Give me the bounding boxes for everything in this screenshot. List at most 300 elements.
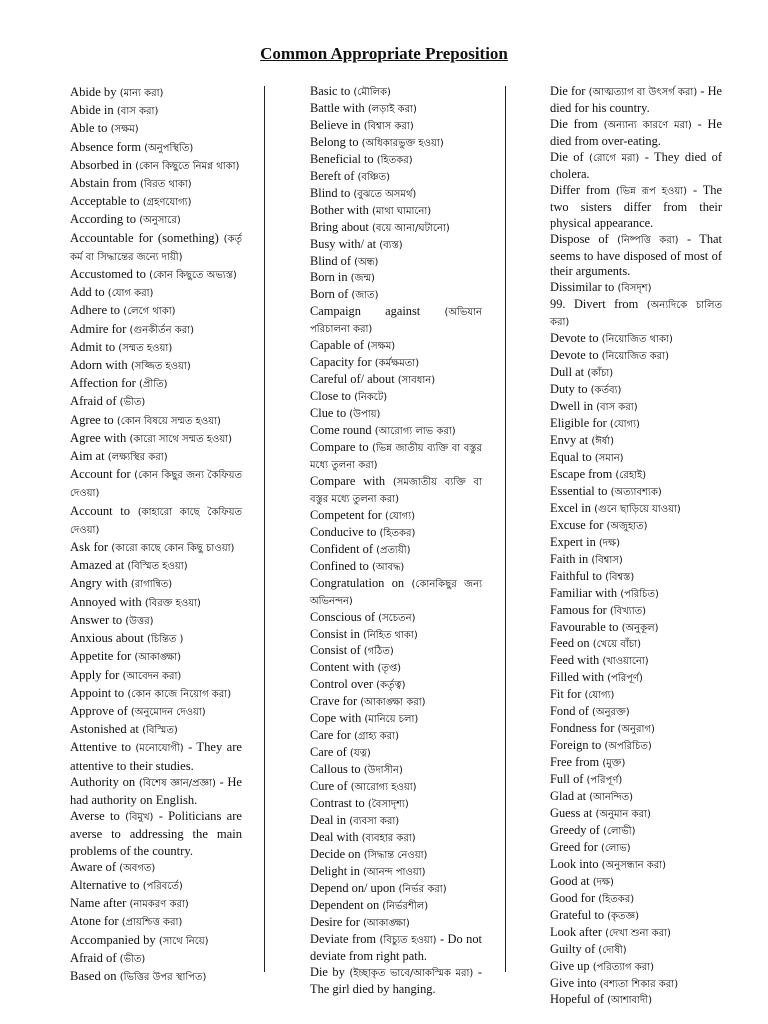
bangla-meaning: (অনুসন্ধান করা) bbox=[601, 859, 667, 871]
bangla-meaning: (অন্যান্য কারণে মরা) bbox=[603, 119, 692, 131]
bangla-meaning: (খাওয়ানো) bbox=[602, 656, 649, 668]
preposition-phrase: Ask for bbox=[70, 540, 109, 555]
bangla-meaning: (ব্যস্ত) bbox=[379, 239, 403, 251]
preposition-entry bbox=[310, 287, 482, 304]
bangla-meaning: (বিচ্যুত হওয়া) bbox=[379, 934, 437, 946]
preposition-entry bbox=[310, 965, 482, 998]
preposition-entry bbox=[550, 518, 722, 535]
bangla-meaning: (অন্ধ) bbox=[354, 256, 379, 268]
bangla-meaning: (খেয়ে বাঁচা) bbox=[592, 639, 641, 651]
preposition-phrase: Control over bbox=[310, 677, 373, 692]
preposition-entry bbox=[310, 711, 482, 728]
preposition-phrase: Feed on bbox=[550, 636, 590, 651]
preposition-entry bbox=[70, 950, 242, 968]
preposition-phrase: Absence form bbox=[70, 139, 141, 154]
preposition-phrase: Answer to bbox=[70, 612, 123, 627]
preposition-entry bbox=[550, 586, 722, 603]
preposition-phrase: Competent for bbox=[310, 507, 382, 522]
bangla-meaning: (বিরত থাকা) bbox=[139, 179, 192, 191]
bangla-meaning: (আকাঙ্ক্ষা) bbox=[134, 652, 182, 664]
bangla-meaning: (পরিত্যাগ করা) bbox=[592, 961, 655, 973]
preposition-phrase: Anxious about bbox=[70, 631, 144, 646]
preposition-phrase: Based on bbox=[70, 968, 117, 983]
preposition-phrase: According to bbox=[70, 212, 137, 227]
preposition-entry bbox=[70, 859, 242, 877]
preposition-entry bbox=[310, 169, 482, 186]
bangla-meaning: (কর্তৃ কর্ম বা সিদ্ধান্তের জন্যে দায়ী) bbox=[70, 233, 243, 263]
preposition-entry bbox=[310, 898, 482, 915]
preposition-phrase: Care of bbox=[310, 745, 347, 760]
bangla-meaning: (লক্ষ্যস্থির করা) bbox=[107, 452, 168, 464]
preposition-entry bbox=[550, 992, 722, 1009]
preposition-entry bbox=[550, 755, 722, 772]
bangla-meaning: (আরোগ্য হওয়া) bbox=[350, 782, 417, 794]
preposition-entry bbox=[310, 254, 482, 271]
preposition-entry bbox=[550, 721, 722, 738]
preposition-entry bbox=[550, 467, 722, 484]
example-sentence: - The girl died by hanging. bbox=[310, 964, 482, 996]
preposition-entry bbox=[310, 304, 482, 338]
bangla-meaning: (আশাবাদী) bbox=[607, 995, 653, 1007]
example-sentence: - He had authority on English. bbox=[70, 774, 243, 807]
preposition-phrase: Astonished at bbox=[70, 722, 139, 737]
preposition-entry bbox=[310, 101, 482, 118]
preposition-entry bbox=[70, 175, 242, 193]
bangla-meaning: (সিদ্ধান্ত নেওয়া) bbox=[363, 849, 428, 861]
preposition-phrase: Aim at bbox=[70, 449, 105, 464]
preposition-phrase: Account for bbox=[70, 467, 131, 482]
preposition-phrase: Campaign against bbox=[310, 304, 421, 319]
bangla-meaning: (সমজাতীয় ব্যক্তি বা বস্তুর মধ্যে তুলনা করা) bbox=[310, 476, 482, 505]
bangla-meaning: (বিমুখ) bbox=[125, 812, 154, 824]
preposition-entry bbox=[310, 84, 482, 101]
preposition-phrase: Basic to bbox=[310, 84, 351, 98]
preposition-phrase: Absorbed in bbox=[70, 157, 132, 172]
bangla-meaning: (গুনকীর্তন করা) bbox=[129, 324, 195, 336]
preposition-phrase: Desire for bbox=[310, 914, 360, 929]
preposition-phrase: Battle with bbox=[310, 100, 365, 115]
preposition-entry bbox=[70, 539, 242, 557]
bangla-meaning: (জাত) bbox=[351, 290, 379, 302]
preposition-entry bbox=[70, 503, 242, 539]
preposition-phrase: Annoyed with bbox=[70, 594, 142, 609]
bangla-meaning: (আবেদন করা) bbox=[122, 670, 182, 682]
preposition-entry bbox=[550, 382, 722, 399]
preposition-phrase: Averse to bbox=[70, 809, 120, 824]
bangla-meaning: (নির্ভর করা) bbox=[398, 883, 447, 895]
preposition-entry bbox=[70, 594, 242, 612]
preposition-phrase: 99. Divert from bbox=[550, 297, 639, 312]
preposition-entry bbox=[310, 270, 482, 287]
bangla-meaning: (নিষ্পত্তি করা) bbox=[617, 234, 679, 246]
preposition-phrase: Conducive to bbox=[310, 524, 377, 539]
page-title: Common Appropriate Preposition bbox=[260, 44, 508, 63]
preposition-phrase: Accustomed to bbox=[70, 267, 146, 282]
preposition-phrase: Expert in bbox=[550, 534, 596, 549]
bangla-meaning: (অবগত) bbox=[119, 862, 156, 874]
preposition-entry bbox=[550, 280, 722, 297]
bangla-meaning: (বিরক্ত হওয়া) bbox=[144, 597, 201, 609]
preposition-phrase: Dwell in bbox=[550, 399, 594, 414]
preposition-entry bbox=[310, 847, 482, 864]
preposition-phrase: Belong to bbox=[310, 134, 359, 149]
bangla-meaning: (আনন্দ পাওয়া) bbox=[363, 866, 426, 878]
preposition-entry bbox=[70, 932, 242, 950]
preposition-phrase: Devote to bbox=[550, 331, 599, 346]
bangla-meaning: (হিতকর) bbox=[379, 527, 416, 539]
bangla-meaning: (কারো কাছে কোন কিছু চাওয়া) bbox=[111, 543, 235, 555]
bangla-meaning: (বশ্যতা শিকার করা) bbox=[599, 978, 679, 990]
preposition-entry bbox=[310, 745, 482, 762]
bangla-meaning: (কারো সাথে সম্মত হওয়া) bbox=[129, 433, 233, 445]
bangla-meaning: (ইচ্ছাকৃত ভাবে/আকস্মিক মরা) bbox=[349, 967, 474, 979]
bangla-meaning: (উপায়) bbox=[349, 409, 381, 421]
preposition-phrase: Equal to bbox=[550, 449, 592, 464]
preposition-phrase: Look after bbox=[550, 924, 602, 939]
preposition-phrase: Content with bbox=[310, 660, 375, 675]
preposition-entry bbox=[550, 84, 722, 117]
preposition-phrase: Able to bbox=[70, 121, 108, 136]
preposition-entry bbox=[310, 610, 482, 627]
preposition-entry bbox=[550, 331, 722, 348]
preposition-phrase: Glad at bbox=[550, 789, 587, 804]
preposition-phrase: Adhere to bbox=[70, 303, 121, 318]
preposition-phrase: Care for bbox=[310, 728, 351, 743]
bangla-meaning: (পরিবর্তে) bbox=[142, 880, 183, 892]
preposition-entry bbox=[70, 302, 242, 320]
column-3 bbox=[550, 84, 722, 1009]
preposition-entry bbox=[70, 284, 242, 302]
bangla-meaning: (ভীত) bbox=[119, 953, 146, 965]
preposition-entry bbox=[310, 203, 482, 220]
preposition-phrase: Eligible for bbox=[550, 416, 607, 431]
bangla-meaning: (ঈর্ষা) bbox=[591, 436, 615, 448]
bangla-meaning: (সক্ষম) bbox=[110, 124, 139, 136]
bangla-meaning: (ব্যবসা করা) bbox=[349, 815, 400, 827]
bangla-meaning: (কোন কাজে নিয়োগ করা) bbox=[127, 688, 232, 700]
bangla-meaning: (লোভী) bbox=[603, 825, 636, 837]
preposition-entry bbox=[550, 416, 722, 433]
preposition-entry bbox=[310, 779, 482, 796]
preposition-entry bbox=[310, 423, 482, 440]
preposition-phrase: Attentive to bbox=[70, 740, 132, 755]
bangla-meaning: (ভিত্তির উপর স্থাপিত) bbox=[119, 971, 207, 983]
preposition-phrase: Filled with bbox=[550, 670, 605, 685]
preposition-phrase: Believe in bbox=[310, 117, 361, 132]
preposition-phrase: Fondness for bbox=[550, 721, 615, 736]
preposition-entry bbox=[70, 630, 242, 648]
bangla-meaning: (অনুরক্ত) bbox=[592, 707, 630, 719]
preposition-entry bbox=[550, 891, 722, 908]
preposition-entry bbox=[70, 357, 242, 375]
preposition-phrase: Good for bbox=[550, 890, 596, 905]
bangla-meaning: (ভিন্ন রূপ হওয়া) bbox=[615, 185, 688, 197]
preposition-entry bbox=[70, 895, 242, 913]
bangla-meaning: (অনুরাগ) bbox=[617, 724, 655, 736]
preposition-phrase: Come round bbox=[310, 423, 372, 438]
bangla-meaning: (মাথা ঘামানো) bbox=[371, 205, 432, 217]
bangla-meaning: (সক্ষম) bbox=[367, 341, 396, 353]
preposition-phrase: Adorn with bbox=[70, 358, 128, 373]
bangla-meaning: (দোষী) bbox=[598, 944, 627, 956]
bangla-meaning: (কোনকিছুর জন্য অভিনন্দন) bbox=[310, 578, 482, 607]
preposition-phrase: Die of bbox=[550, 149, 584, 164]
preposition-phrase: Capacity for bbox=[310, 355, 372, 370]
bangla-meaning: (প্রীতি) bbox=[139, 379, 168, 391]
preposition-phrase: Angry with bbox=[70, 576, 128, 591]
bangla-meaning: (রেহাই) bbox=[615, 469, 647, 481]
preposition-phrase: Close to bbox=[310, 389, 351, 404]
preposition-entry bbox=[310, 830, 482, 847]
preposition-entry bbox=[70, 466, 242, 502]
bangla-meaning: (বিসদৃশ) bbox=[617, 283, 652, 295]
preposition-phrase: Excuse for bbox=[550, 517, 604, 532]
bangla-meaning: (আরোগ্য লাভ করা) bbox=[374, 426, 456, 438]
preposition-phrase: Born in bbox=[310, 270, 348, 285]
preposition-entry bbox=[70, 721, 242, 739]
preposition-entry bbox=[550, 959, 722, 976]
bangla-meaning: (যত্ন) bbox=[349, 748, 371, 760]
preposition-phrase: Give up bbox=[550, 958, 590, 973]
preposition-entry bbox=[550, 297, 722, 331]
preposition-phrase: Excel in bbox=[550, 500, 591, 515]
preposition-entry bbox=[310, 881, 482, 898]
bangla-meaning: (ভিন্ন জাতীয় ব্যক্তি বা বস্তুর মধ্যে তুলনা করা) bbox=[310, 443, 482, 471]
preposition-phrase: Full of bbox=[550, 772, 584, 787]
preposition-entry bbox=[550, 840, 722, 857]
preposition-entry bbox=[70, 703, 242, 721]
preposition-phrase: Dissimilar to bbox=[550, 280, 615, 295]
preposition-phrase: Die for bbox=[550, 84, 586, 98]
preposition-entry bbox=[310, 542, 482, 559]
preposition-phrase: Approve of bbox=[70, 703, 128, 718]
preposition-entry bbox=[550, 789, 722, 806]
preposition-entry bbox=[70, 430, 242, 448]
example-sentence: - Politicians are averse to addressing the main problems of the country. bbox=[70, 809, 242, 858]
preposition-entry bbox=[310, 694, 482, 711]
bangla-meaning: (অনুকূল) bbox=[621, 622, 659, 634]
preposition-phrase: Crave for bbox=[310, 694, 358, 709]
preposition-entry bbox=[70, 685, 242, 703]
preposition-entry bbox=[310, 440, 482, 474]
column-divider-1 bbox=[264, 86, 265, 972]
preposition-phrase: Familiar with bbox=[550, 585, 618, 600]
preposition-phrase: Duty to bbox=[550, 382, 588, 397]
preposition-phrase: Differ from bbox=[550, 182, 610, 197]
preposition-entry bbox=[550, 687, 722, 704]
preposition-phrase: Decide on bbox=[310, 846, 361, 861]
preposition-entry bbox=[70, 913, 242, 931]
preposition-entry bbox=[310, 338, 482, 355]
preposition-entry bbox=[550, 620, 722, 637]
bangla-meaning: (কোন কিছুতে অভ্যস্ত) bbox=[149, 270, 237, 282]
bangla-meaning: (জন্ম) bbox=[350, 273, 375, 285]
bangla-meaning: (অনুমান করা) bbox=[595, 808, 651, 820]
preposition-entry bbox=[310, 186, 482, 203]
bangla-meaning: (সম্মত হওয়া) bbox=[118, 342, 173, 354]
preposition-phrase: Callous to bbox=[310, 762, 361, 777]
bangla-meaning: (কোন কিছুতে নিমগ্ন থাকা) bbox=[135, 160, 240, 172]
preposition-entry bbox=[310, 643, 482, 660]
preposition-entry bbox=[310, 118, 482, 135]
preposition-phrase: Busy with/ at bbox=[310, 236, 377, 251]
bangla-meaning: (তৃপ্ত) bbox=[377, 663, 402, 675]
bangla-meaning: (সমান) bbox=[594, 452, 624, 464]
preposition-phrase: Bring about bbox=[310, 219, 369, 234]
bangla-meaning: (বিখ্যাত) bbox=[609, 605, 647, 617]
preposition-entry bbox=[310, 677, 482, 694]
bangla-meaning: (যোগ্য) bbox=[385, 510, 416, 522]
preposition-entry bbox=[310, 406, 482, 423]
preposition-phrase: Deal with bbox=[310, 829, 359, 844]
preposition-phrase: Greed for bbox=[550, 839, 598, 854]
preposition-entry bbox=[550, 552, 722, 569]
preposition-entry bbox=[70, 877, 242, 895]
preposition-entry bbox=[70, 193, 242, 211]
preposition-phrase: Blind to bbox=[310, 185, 351, 200]
preposition-entry bbox=[70, 448, 242, 466]
example-sentence: - The two sisters differ from their physical appearance. bbox=[550, 182, 722, 230]
preposition-entry bbox=[550, 365, 722, 382]
preposition-entry bbox=[310, 932, 482, 965]
preposition-entry bbox=[70, 808, 242, 859]
preposition-entry bbox=[310, 152, 482, 169]
bangla-meaning: (কোন কিছুর জন্য কৈফিয়ত দেওয়া) bbox=[70, 470, 243, 500]
bangla-meaning: (চিন্তিত ) bbox=[146, 634, 184, 646]
preposition-phrase: Die from bbox=[550, 116, 598, 131]
preposition-phrase: Authority on bbox=[70, 774, 136, 789]
preposition-phrase: Cope with bbox=[310, 711, 362, 726]
bangla-meaning: (বিশ্বাস) bbox=[591, 554, 623, 566]
preposition-entry bbox=[550, 183, 722, 232]
preposition-entry bbox=[310, 813, 482, 830]
preposition-entry bbox=[310, 389, 482, 406]
bangla-meaning: (উত্তর) bbox=[125, 615, 154, 627]
preposition-entry bbox=[310, 864, 482, 881]
preposition-entry bbox=[550, 117, 722, 150]
preposition-phrase: Congratulation on bbox=[310, 575, 405, 590]
preposition-entry bbox=[550, 484, 722, 501]
preposition-entry bbox=[310, 135, 482, 152]
preposition-phrase: Born of bbox=[310, 287, 349, 302]
preposition-phrase: Guilty of bbox=[550, 941, 596, 956]
bangla-meaning: (নিয়োজিত থাকা) bbox=[601, 334, 673, 346]
preposition-entry bbox=[70, 739, 242, 773]
preposition-phrase: Consist of bbox=[310, 643, 361, 658]
bangla-meaning: (অনুসারে) bbox=[139, 215, 181, 227]
bangla-meaning: (দক্ষ) bbox=[598, 537, 621, 549]
preposition-phrase: Affection for bbox=[70, 376, 136, 391]
preposition-phrase: Fond of bbox=[550, 704, 589, 719]
bangla-meaning: (প্রত্যয়ী) bbox=[376, 544, 411, 556]
bangla-meaning: (যোগ্য) bbox=[584, 690, 615, 702]
preposition-entry bbox=[550, 653, 722, 670]
bangla-meaning: (মৌলিক) bbox=[353, 87, 391, 98]
bangla-meaning: (নিকটে) bbox=[354, 392, 388, 404]
preposition-entry bbox=[550, 874, 722, 891]
preposition-entry bbox=[550, 399, 722, 416]
preposition-entry bbox=[550, 772, 722, 789]
preposition-entry bbox=[310, 576, 482, 610]
bangla-meaning: (সচেতন) bbox=[378, 612, 416, 624]
preposition-entry bbox=[70, 575, 242, 593]
preposition-entry bbox=[550, 670, 722, 687]
bangla-meaning: (হিতকর) bbox=[598, 893, 635, 905]
preposition-entry bbox=[310, 627, 482, 644]
preposition-entry bbox=[310, 355, 482, 372]
bangla-meaning: (সজ্জিত হওয়া) bbox=[130, 361, 191, 373]
preposition-phrase: Blind of bbox=[310, 253, 351, 268]
preposition-entry bbox=[70, 393, 242, 411]
bangla-meaning: (সাবধান) bbox=[397, 375, 436, 387]
preposition-phrase: Grateful to bbox=[550, 907, 605, 922]
preposition-entry bbox=[70, 375, 242, 393]
preposition-entry bbox=[70, 157, 242, 175]
preposition-phrase: Amazed at bbox=[70, 558, 125, 573]
bangla-meaning: (নিহিত থাকা) bbox=[363, 629, 418, 641]
column-1 bbox=[70, 84, 242, 986]
preposition-phrase: Atone for bbox=[70, 914, 119, 929]
preposition-phrase: Good at bbox=[550, 873, 590, 888]
preposition-phrase: Famous for bbox=[550, 602, 607, 617]
preposition-entry bbox=[310, 474, 482, 508]
preposition-phrase: Fit for bbox=[550, 687, 582, 702]
preposition-phrase: Account to bbox=[70, 503, 131, 518]
bangla-meaning: (বাস করা) bbox=[116, 106, 159, 118]
preposition-phrase: Careful of/ about bbox=[310, 372, 395, 387]
bangla-meaning: (লড়াই করা) bbox=[367, 103, 417, 115]
preposition-entry bbox=[310, 237, 482, 254]
preposition-phrase: Dull at bbox=[550, 365, 585, 380]
bangla-meaning: (আকাঙ্ক্ষা করা) bbox=[360, 697, 426, 709]
preposition-phrase: Appoint to bbox=[70, 685, 125, 700]
bangla-meaning: (বিস্মিত) bbox=[142, 725, 178, 737]
preposition-entry bbox=[550, 976, 722, 993]
preposition-entry bbox=[550, 925, 722, 942]
bangla-meaning: (আনন্দিত) bbox=[589, 792, 634, 804]
preposition-entry bbox=[550, 857, 722, 874]
bangla-meaning: (ব্যবহার করা) bbox=[361, 832, 416, 844]
preposition-phrase: Contrast to bbox=[310, 796, 365, 811]
preposition-phrase: Add to bbox=[70, 285, 105, 300]
preposition-entry bbox=[310, 762, 482, 779]
example-sentence: - They are attentive to their studies. bbox=[70, 740, 242, 773]
preposition-phrase: Essential to bbox=[550, 483, 608, 498]
bangla-meaning: (মনোযোগী) bbox=[135, 743, 184, 755]
bangla-meaning: (আবদ্ধ) bbox=[371, 561, 405, 573]
preposition-entry bbox=[70, 339, 242, 357]
preposition-phrase: Devote to bbox=[550, 348, 599, 363]
preposition-entry bbox=[70, 774, 242, 808]
preposition-entry bbox=[550, 348, 722, 365]
preposition-phrase: Guess at bbox=[550, 805, 593, 820]
bangla-meaning: (প্রায়শ্চিত্ত করা) bbox=[121, 917, 183, 929]
bangla-meaning: (গ্রাহ্য করা) bbox=[354, 731, 399, 743]
preposition-phrase: Bother with bbox=[310, 202, 369, 217]
preposition-entry bbox=[550, 433, 722, 450]
preposition-phrase: Alternative to bbox=[70, 877, 140, 892]
preposition-phrase: Dependent on bbox=[310, 897, 380, 912]
bangla-meaning: (কাহারো কাছে কৈফিয়ত দেওয়া) bbox=[70, 506, 242, 536]
preposition-entry bbox=[70, 612, 242, 630]
example-sentence: - He died from over-eating. bbox=[550, 116, 723, 148]
bangla-meaning: (অত্যাবশ্যক) bbox=[610, 486, 662, 498]
preposition-entry bbox=[70, 266, 242, 284]
preposition-phrase: Faith in bbox=[550, 551, 589, 566]
bangla-meaning: (বিশ্বস্ত) bbox=[605, 571, 635, 583]
preposition-phrase: Deviate from bbox=[310, 931, 377, 946]
preposition-entry bbox=[550, 908, 722, 925]
